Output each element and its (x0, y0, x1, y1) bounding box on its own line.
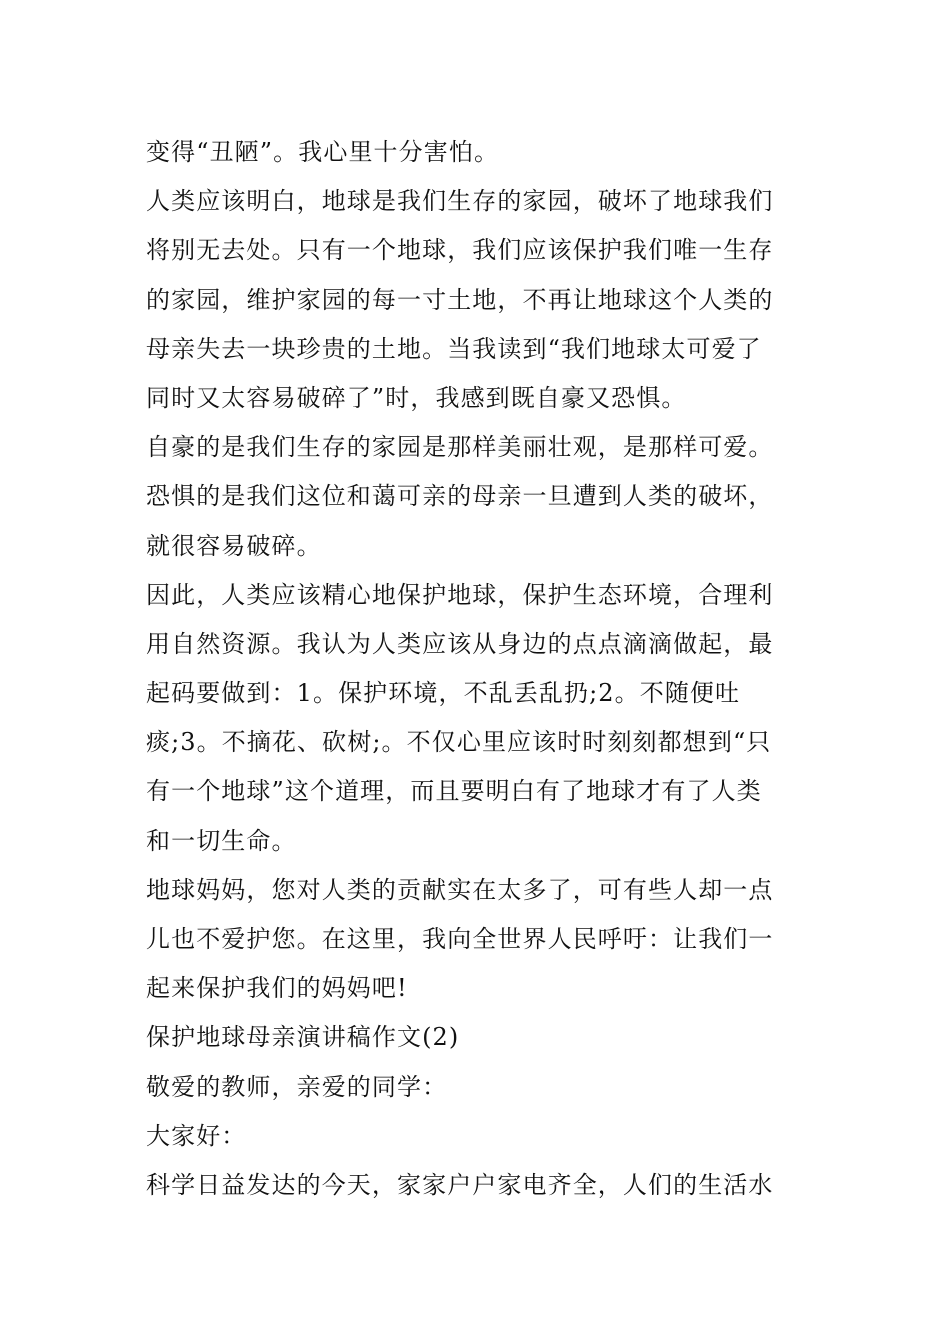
text-line: 自豪的是我们生存的家园是那样美丽壮观，是那样可爱。 (146, 433, 774, 462)
text-line: 同时又太容易破碎了”时，我感到既自豪又恐惧。 (146, 383, 687, 412)
text-line: 变得“丑陋”。我心里十分害怕。 (146, 138, 500, 166)
text-line: 痰;3。不摘花、砍树;。不仅心里应该时时刻刻都想到“只 (146, 728, 772, 757)
text-line: 科学日益发达的今天，家家户户家电齐全，人们的生活水 (146, 1170, 774, 1199)
section-heading: 保护地球母亲演讲稿作文(2) (146, 1023, 460, 1052)
text-line: 起来保护我们的妈妈吧! (146, 974, 408, 1003)
text-line: 恐惧的是我们这位和蔼可亲的母亲一旦遭到人类的破坏， (146, 482, 774, 511)
text-line: 起码要做到：1。保护环境，不乱丢乱扔;2。不随便吐 (146, 679, 741, 708)
text-line: 人类应该明白，地球是我们生存的家园，破坏了地球我们 (146, 187, 774, 216)
document-body (146, 128, 808, 1210)
salutation: 敬爱的教师，亲爱的同学： (146, 1072, 448, 1101)
text-line: 用自然资源。我认为人类应该从身边的点点滴滴做起，最 (146, 629, 774, 658)
text-line: 和一切生命。 (146, 826, 297, 855)
text-line: 因此，人类应该精心地保护地球，保护生态环境，合理利 (146, 580, 774, 609)
text-line: 有一个地球”这个道理，而且要明白有了地球才有了人类 (146, 777, 762, 806)
text-line: 地球妈妈，您对人类的贡献实在太多了，可有些人却一点 (146, 875, 774, 904)
text-line: 的家园，维护家园的每一寸土地，不再让地球这个人类的 (146, 285, 774, 314)
text-line: 母亲失去一块珍贵的土地。当我读到“我们地球太可爱了 (146, 334, 762, 363)
text-line: 将别无去处。只有一个地球，我们应该保护我们唯一生存 (146, 236, 774, 265)
text-line: 就很容易破碎。 (146, 531, 322, 560)
text-line: 儿也不爱护您。在这里，我向全世界人民呼吁：让我们一 (146, 925, 774, 953)
greeting: 大家好： (146, 1121, 247, 1150)
